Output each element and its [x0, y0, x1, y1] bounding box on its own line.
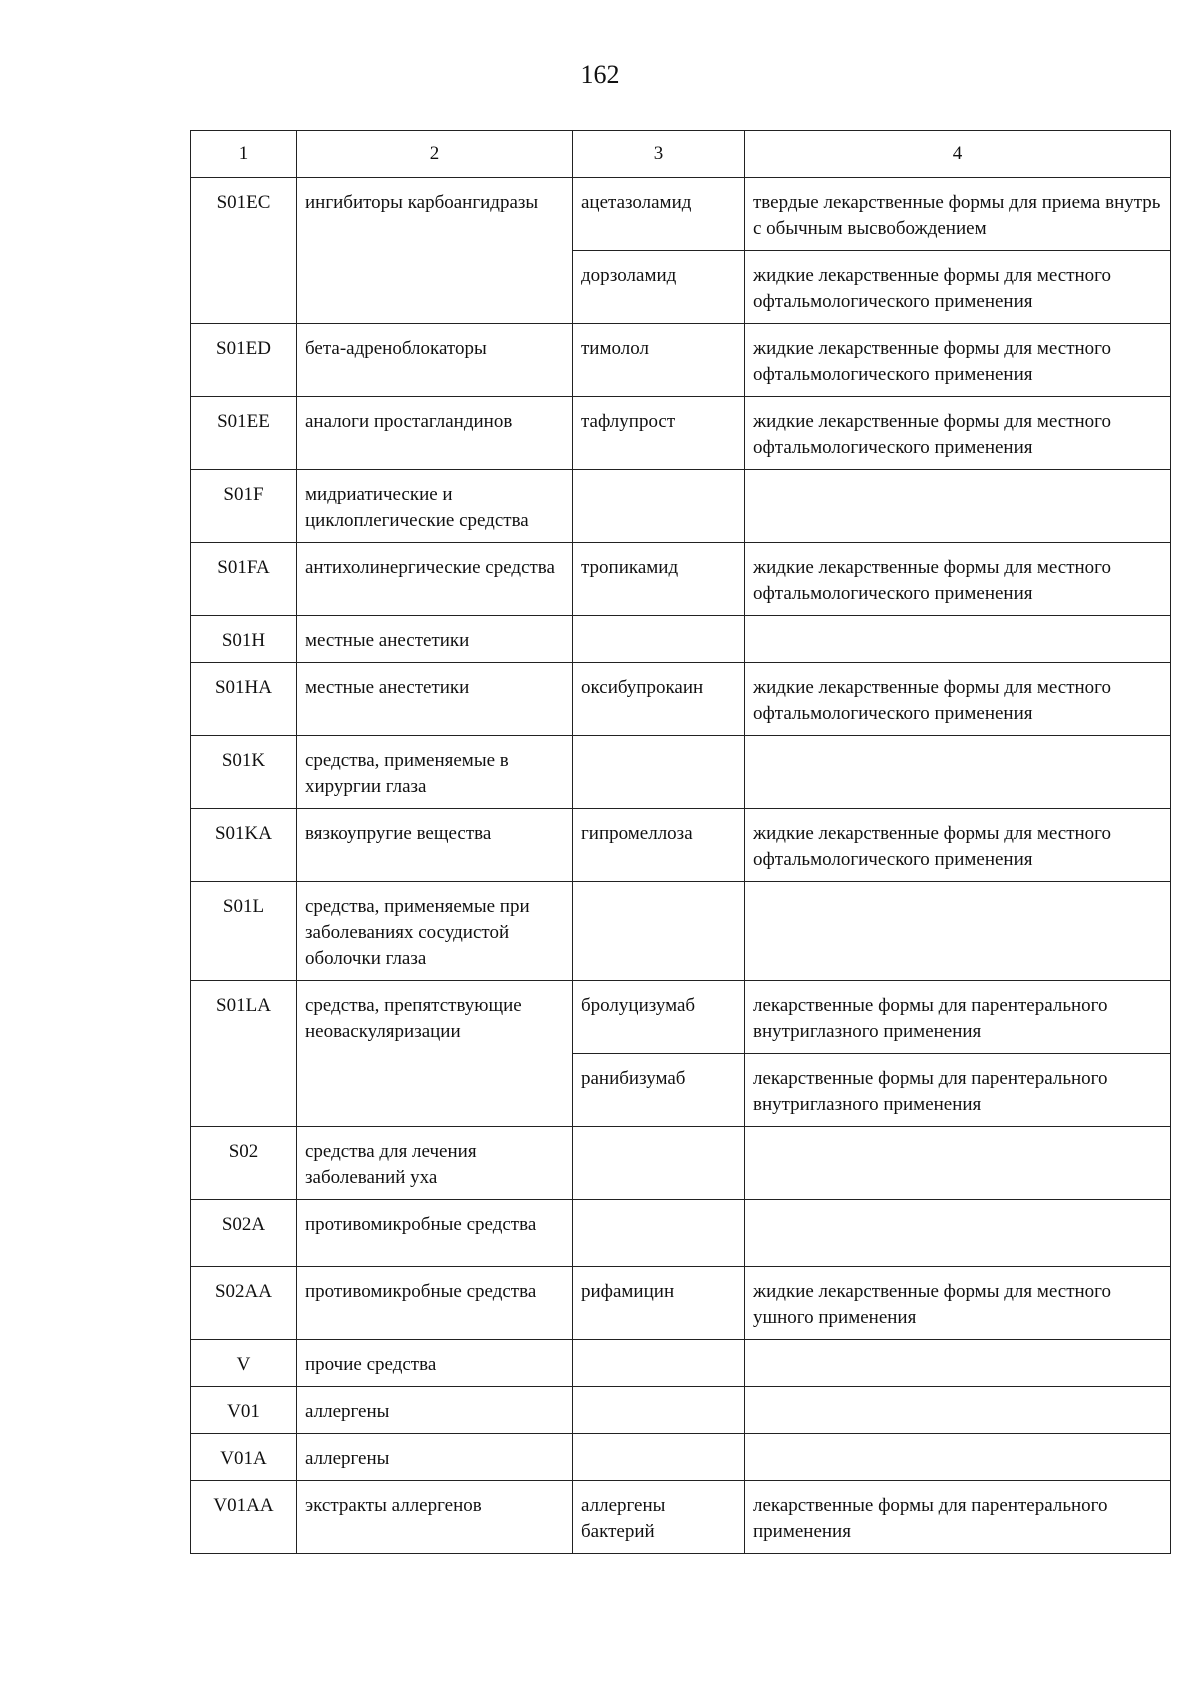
table-row — [191, 981, 1171, 1054]
atc-code-cell: S02AA — [191, 1267, 297, 1340]
atc-code-cell: S01ED — [191, 324, 297, 397]
group-name-cell: противомикробные средства — [297, 1267, 573, 1340]
drug-name-cell: дорзоламид — [573, 251, 745, 324]
table-row — [191, 882, 1171, 981]
dosage-form-cell — [745, 616, 1171, 663]
column-header-3: 3 — [573, 131, 745, 178]
atc-code-cell: S01EE — [191, 397, 297, 470]
atc-code-cell: V01AA — [191, 1481, 297, 1554]
drug-name-cell: бролуцизумаб — [573, 981, 745, 1054]
table-row — [191, 616, 1171, 663]
dosage-form-cell: жидкие лекарственные формы для местного офтальмологического применения — [745, 324, 1171, 397]
drug-name-cell: тафлупрост — [573, 397, 745, 470]
table-row — [191, 809, 1171, 882]
drug-name-cell: тропикамид — [573, 543, 745, 616]
table-row — [191, 1200, 1171, 1267]
drug-name-cell — [573, 1340, 745, 1387]
table-row — [191, 1340, 1171, 1387]
column-header-2: 2 — [297, 131, 573, 178]
table-row — [191, 397, 1171, 470]
atc-code-cell: S01L — [191, 882, 297, 981]
atc-code-cell: V01 — [191, 1387, 297, 1434]
drug-name-cell: аллергены бактерий — [573, 1481, 745, 1554]
drug-name-cell — [573, 1200, 745, 1267]
group-name-cell: аллергены — [297, 1387, 573, 1434]
group-name-cell: средства, применяемые в хирургии глаза — [297, 736, 573, 809]
atc-code-cell: S02A — [191, 1200, 297, 1267]
drug-name-cell — [573, 1127, 745, 1200]
group-name-cell: аналоги простагландинов — [297, 397, 573, 470]
group-name-cell: антихолинергические средства — [297, 543, 573, 616]
table-row — [191, 1481, 1171, 1554]
table-row — [191, 736, 1171, 809]
drug-name-cell — [573, 882, 745, 981]
dosage-form-cell: лекарственные формы для парентерального применения — [745, 1481, 1171, 1554]
table-row — [191, 1387, 1171, 1434]
dosage-form-cell: лекарственные формы для парентерального внутриглазного применения — [745, 981, 1171, 1054]
group-name-cell: средства для лечения заболеваний уха — [297, 1127, 573, 1200]
drug-name-cell — [573, 736, 745, 809]
group-name-cell: вязкоупругие вещества — [297, 809, 573, 882]
drug-name-cell: рифамицин — [573, 1267, 745, 1340]
drug-name-cell: оксибупрокаин — [573, 663, 745, 736]
dosage-form-cell: жидкие лекарственные формы для местного офтальмологического применения — [745, 543, 1171, 616]
atc-code-cell: S01KA — [191, 809, 297, 882]
dosage-form-cell — [745, 736, 1171, 809]
drug-name-cell: ранибизумаб — [573, 1054, 745, 1127]
table-row — [191, 324, 1171, 397]
drug-name-cell — [573, 1387, 745, 1434]
table-row — [191, 1127, 1171, 1200]
atc-code-cell: S01K — [191, 736, 297, 809]
header-row — [191, 131, 1171, 178]
dosage-form-cell: лекарственные формы для парентерального внутриглазного применения — [745, 1054, 1171, 1127]
dosage-form-cell — [745, 1434, 1171, 1481]
drug-name-cell — [573, 1434, 745, 1481]
dosage-form-cell: твердые лекарственные формы для приема внутрь с обычным высвобождением — [745, 178, 1171, 251]
atc-code-cell: V — [191, 1340, 297, 1387]
atc-code-cell: S01LA — [191, 981, 297, 1127]
dosage-form-cell — [745, 1200, 1171, 1267]
atc-code-cell: S01H — [191, 616, 297, 663]
group-name-cell: средства, препятствующие неоваскуляризации — [297, 981, 573, 1127]
atc-code-cell: S01HA — [191, 663, 297, 736]
dosage-form-cell: жидкие лекарственные формы для местного офтальмологического применения — [745, 251, 1171, 324]
dosage-form-cell — [745, 1340, 1171, 1387]
page-number: 162 — [580, 60, 620, 89]
atc-code-cell: S01EC — [191, 178, 297, 324]
drug-name-cell: ацетазоламид — [573, 178, 745, 251]
group-name-cell: бета-адреноблокаторы — [297, 324, 573, 397]
atc-code-cell: S01FA — [191, 543, 297, 616]
dosage-form-cell: жидкие лекарственные формы для местного ушного применения — [745, 1267, 1171, 1340]
drug-name-cell — [573, 470, 745, 543]
drug-name-cell — [573, 616, 745, 663]
drug-name-cell: гипромеллоза — [573, 809, 745, 882]
drug-classification-table — [190, 130, 1171, 1554]
group-name-cell: мидриатические и циклоплегические средства — [297, 470, 573, 543]
atc-code-cell: V01A — [191, 1434, 297, 1481]
group-name-cell: аллергены — [297, 1434, 573, 1481]
dosage-form-cell — [745, 882, 1171, 981]
table-row — [191, 1434, 1171, 1481]
atc-code-cell: S02 — [191, 1127, 297, 1200]
dosage-form-cell: жидкие лекарственные формы для местного офтальмологического применения — [745, 397, 1171, 470]
dosage-form-cell — [745, 1387, 1171, 1434]
group-name-cell: противомикробные средства — [297, 1200, 573, 1267]
dosage-form-cell — [745, 1127, 1171, 1200]
group-name-cell: средства, применяемые при заболеваниях сосудистой оболочки глаза — [297, 882, 573, 981]
table-row — [191, 663, 1171, 736]
group-name-cell: экстракты аллергенов — [297, 1481, 573, 1554]
group-name-cell: ингибиторы карбоангидразы — [297, 178, 573, 324]
dosage-form-cell: жидкие лекарственные формы для местного офтальмологического применения — [745, 809, 1171, 882]
atc-code-cell: S01F — [191, 470, 297, 543]
column-header-1: 1 — [191, 131, 297, 178]
group-name-cell: местные анестетики — [297, 663, 573, 736]
group-name-cell: местные анестетики — [297, 616, 573, 663]
dosage-form-cell — [745, 470, 1171, 543]
table-row — [191, 543, 1171, 616]
table-row — [191, 1267, 1171, 1340]
group-name-cell: прочие средства — [297, 1340, 573, 1387]
dosage-form-cell: жидкие лекарственные формы для местного офтальмологического применения — [745, 663, 1171, 736]
table-row — [191, 470, 1171, 543]
column-header-4: 4 — [745, 131, 1171, 178]
drug-name-cell: тимолол — [573, 324, 745, 397]
table-row — [191, 178, 1171, 251]
